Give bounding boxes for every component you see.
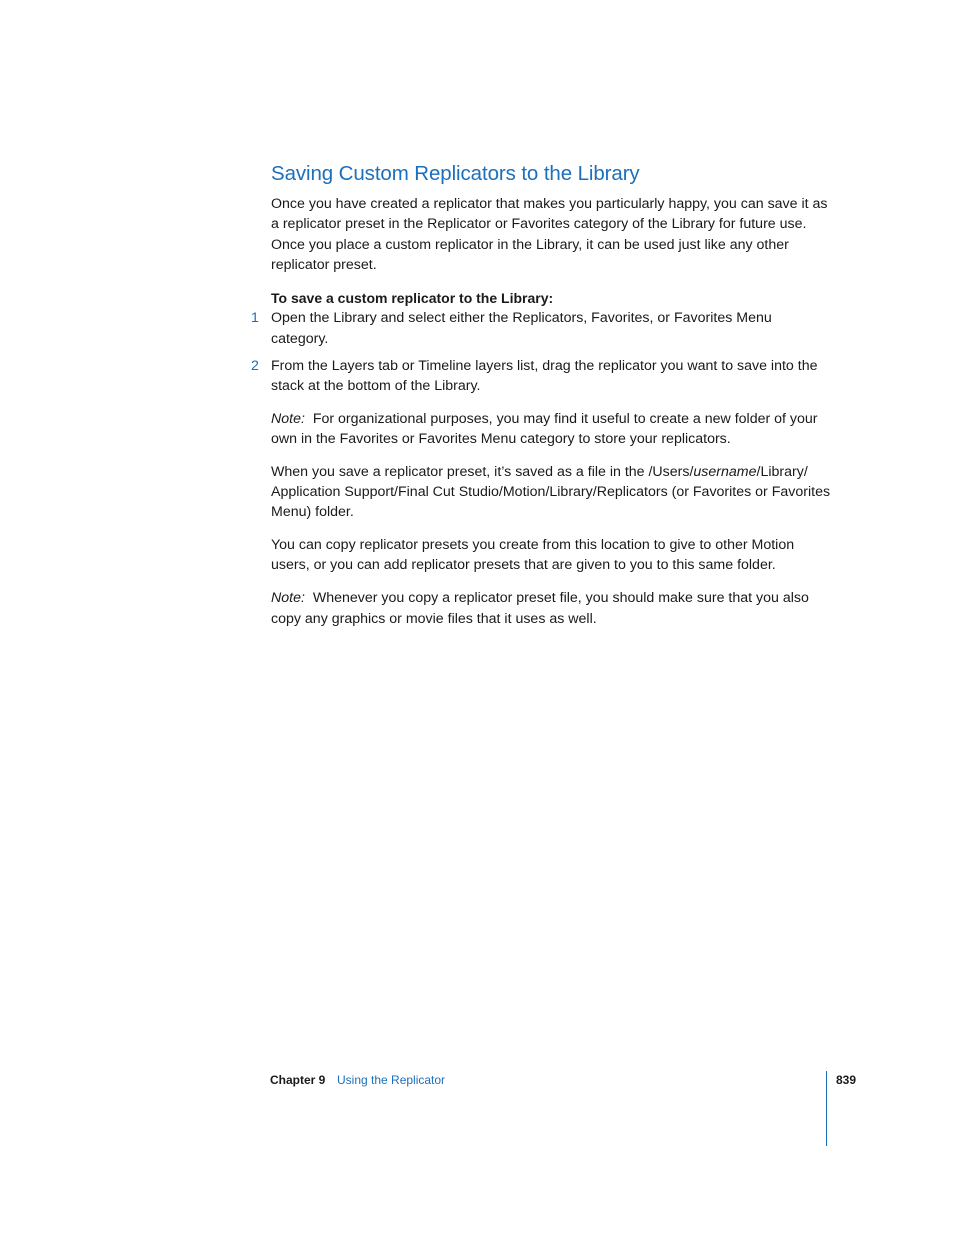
path-username: username: [693, 463, 757, 480]
path-paragraph: [271, 462, 831, 523]
copy-paragraph: You can copy replicator presets you create from this location to give to other Motion users, or you can add replicator presets that are given to you to this same folder.: [271, 537, 795, 574]
footer-divider: [826, 1071, 827, 1146]
page-content: [251, 160, 831, 629]
page-footer: [270, 1072, 870, 1092]
note-text: Whenever you copy a replicator preset file, you should make sure that you also copy any graphics or movie files that it uses as well.: [271, 590, 809, 627]
path-text-before: When you save a replicator preset, it’s saved as a file in the /Users/: [271, 463, 694, 480]
note-paragraph: [271, 409, 831, 450]
note-label: Note:: [271, 410, 305, 427]
intro-paragraph: Once you have created a replicator that makes you particularly happy, you can save it as a replicator preset in the Replicator or Favorites category of the Library for future use. Once you place a custom replicator in the Library, it can be used just like any other replicator preset.: [271, 196, 828, 273]
section-title: Saving Custom Replicators to the Library: [271, 162, 640, 185]
path-text-after: /Library/ Application Support/Final Cut Studio/Motion/Library/Replicators (or Favorites or Favorites Menu) folder.: [271, 463, 831, 521]
steps-list: [251, 308, 831, 396]
step-text: From the Layers tab or Timeline layers list, drag the replicator you want to save into the stack at the bottom of the Library.: [271, 357, 818, 394]
footer-chapter: Chapter 9: [270, 1073, 326, 1087]
step-item: [251, 356, 831, 397]
footer-chapter-title: Using the Replicator: [337, 1073, 446, 1087]
task-heading: To save a custom replicator to the Library:: [271, 290, 554, 307]
note-text: For organizational purposes, you may find it useful to create a new folder of your own in the Favorites or Favorites Menu category to store your replicators.: [271, 410, 818, 447]
step-text: Open the Library and select either the Replicators, Favorites, or Favorites Menu category.: [271, 310, 772, 347]
step-number: 2: [251, 357, 259, 374]
note-paragraph: [271, 588, 831, 629]
step-item: [251, 308, 831, 349]
page-number: 839: [836, 1073, 857, 1087]
step-number: 1: [251, 310, 259, 327]
note-label: Note:: [271, 590, 305, 607]
